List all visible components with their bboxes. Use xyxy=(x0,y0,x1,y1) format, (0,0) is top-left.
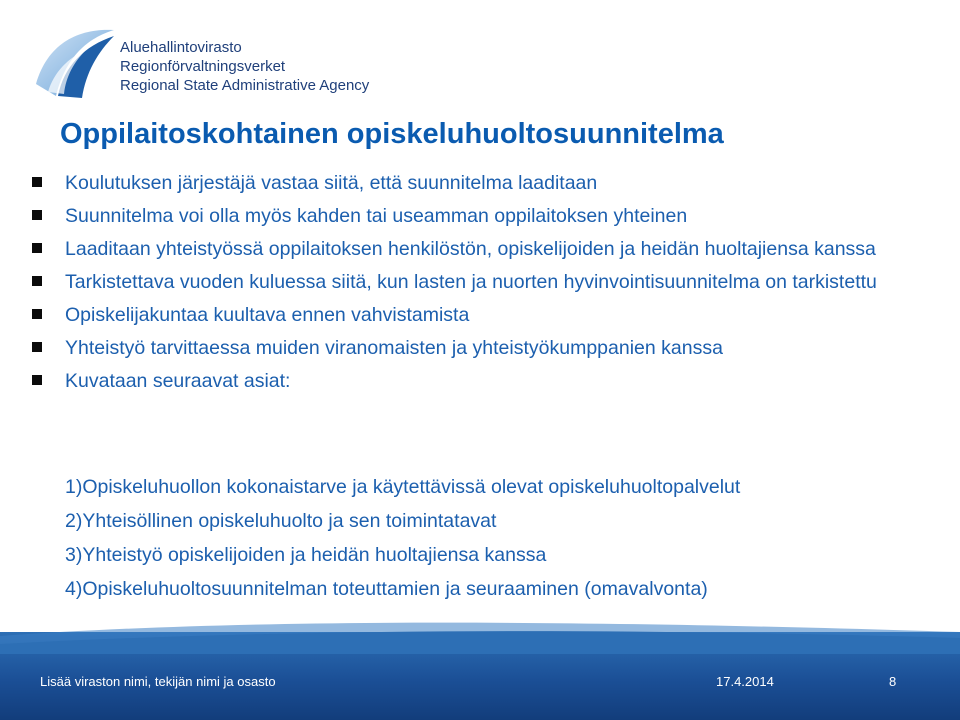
bullet-text: Suunnitelma voi olla myös kahden tai useamman oppilaitoksen yhteinen xyxy=(65,205,688,227)
bullet-square-icon xyxy=(32,309,42,319)
footer-date: 17.4.2014 xyxy=(716,674,774,689)
bullet-square-icon xyxy=(32,342,42,352)
bullet-square-icon xyxy=(32,177,42,187)
agency-name xyxy=(120,38,369,95)
bullet-item xyxy=(32,300,932,330)
bullet-item xyxy=(32,168,932,198)
agency-name-sv: Regionförvaltningsverket xyxy=(120,58,286,75)
numbered-list xyxy=(65,470,945,606)
bullet-text: Koulutuksen järjestäjä vastaa siitä, että suunnitelma laaditaan xyxy=(65,172,598,194)
bullet-square-icon xyxy=(32,210,42,220)
slide-title: Oppilaitoskohtainen opiskeluhuoltosuunnitelma xyxy=(60,118,724,150)
agency-name-en: Regional State Administrative Agency xyxy=(120,77,370,94)
bullet-item xyxy=(32,201,932,231)
bullet-square-icon xyxy=(32,375,42,385)
numbered-item: 2)Yhteisöllinen opiskeluhuolto ja sen toimintatavat xyxy=(65,510,497,532)
page-number: 8 xyxy=(889,674,897,689)
bullet-text: Kuvataan seuraavat asiat: xyxy=(65,370,291,392)
bullet-square-icon xyxy=(32,243,42,253)
numbered-item: 4)Opiskeluhuoltosuunnitelman toteuttamien ja seuraaminen (omavalvonta) xyxy=(65,578,708,600)
footer-wave xyxy=(0,614,960,654)
bullet-item xyxy=(32,267,932,297)
agency-logo-icon xyxy=(28,22,118,102)
bullet-item xyxy=(32,234,932,264)
bullet-text: Yhteistyö tarvittaessa muiden viranomaisten ja yhteistyökumppanien kanssa xyxy=(65,337,723,359)
footer-bar xyxy=(0,632,960,720)
numbered-item: 3)Yhteistyö opiskelijoiden ja heidän huoltajiensa kanssa xyxy=(65,544,547,566)
bullet-list xyxy=(32,168,932,399)
bullet-item xyxy=(32,333,932,363)
bullet-square-icon xyxy=(32,276,42,286)
numbered-item: 1)Opiskeluhuollon kokonaistarve ja käytettävissä olevat opiskeluhuoltopalvelut xyxy=(65,476,741,498)
bullet-text: Opiskelijakuntaa kuultava ennen vahvistamista xyxy=(65,304,470,326)
agency-name-fi: Aluehallintovirasto xyxy=(120,39,242,56)
bullet-text: Laaditaan yhteistyössä oppilaitoksen henkilöstön, opiskelijoiden ja heidän huoltajiensa kanssa xyxy=(65,238,876,260)
footer-author: Lisää viraston nimi, tekijän nimi ja osasto xyxy=(40,674,276,689)
bullet-text: Tarkistettava vuoden kuluessa siitä, kun lasten ja nuorten hyvinvointisuunnitelma on tarkistettu xyxy=(65,271,877,293)
bullet-item xyxy=(32,366,932,396)
